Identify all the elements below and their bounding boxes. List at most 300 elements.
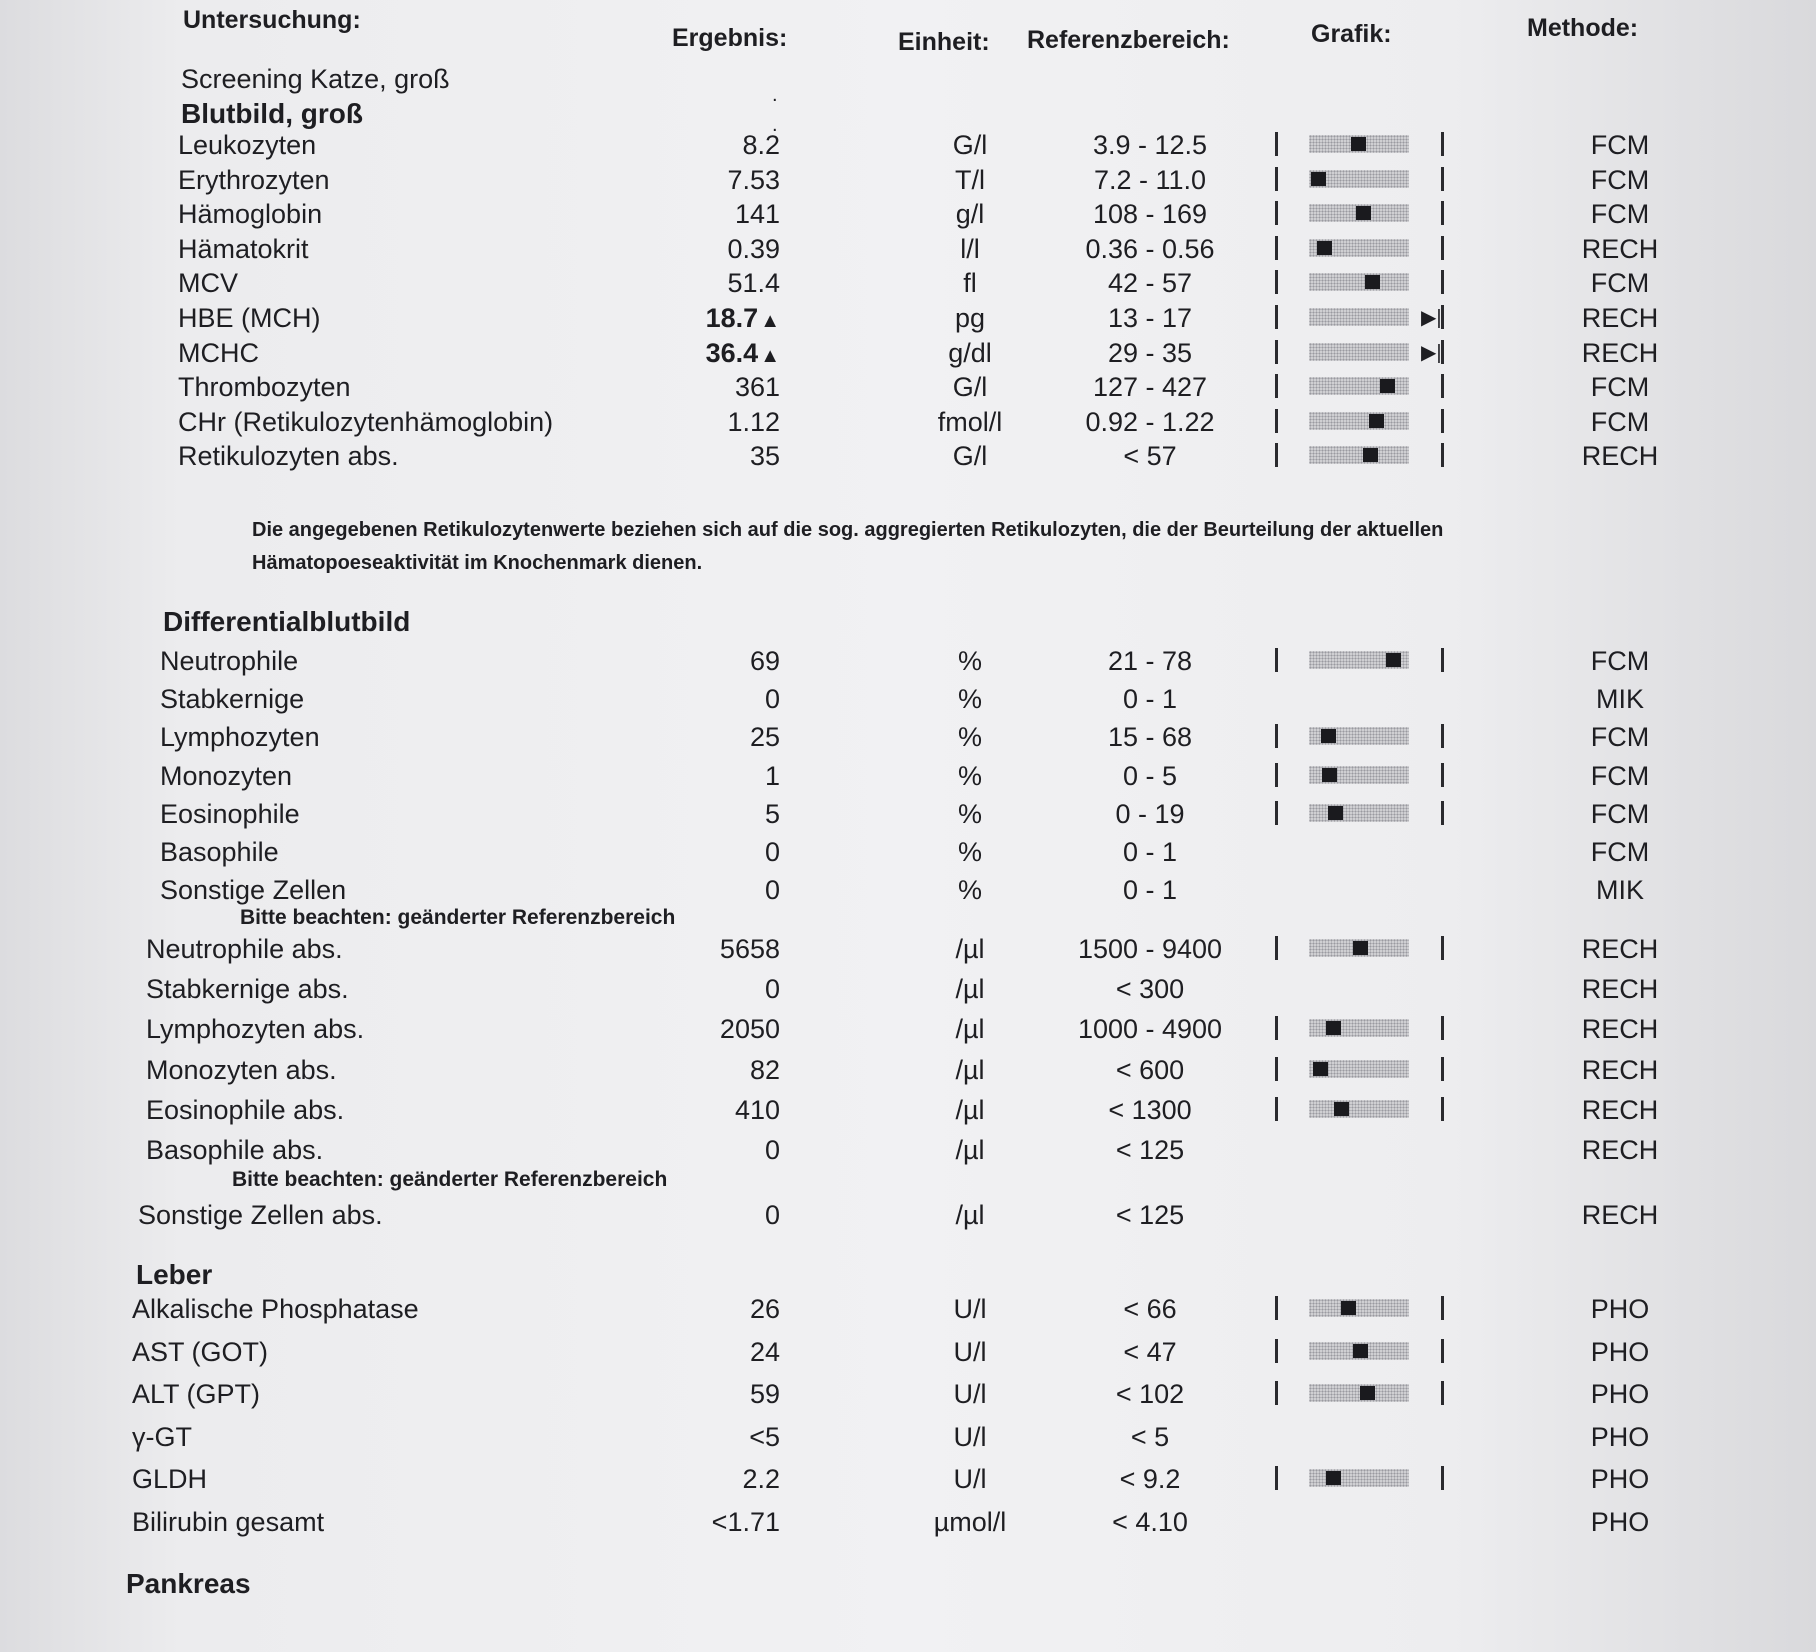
- table-row: [0, 1422, 1816, 1458]
- range-graphic: [1275, 130, 1465, 160]
- dot-mark: .: [772, 114, 778, 136]
- result-value: [620, 875, 780, 906]
- table-row: [0, 1337, 1816, 1373]
- method: RECH: [1581, 441, 1659, 472]
- header-graphic: Grafik:: [1311, 20, 1392, 48]
- table-row: [0, 1055, 1816, 1091]
- range-upper-bar: [1441, 1339, 1444, 1363]
- range-band: [1309, 804, 1409, 822]
- range-band: [1309, 446, 1409, 464]
- range-band: [1309, 273, 1409, 291]
- reference-range: 0.92 - 1.22: [1085, 406, 1215, 437]
- reference-range: 1000 - 4900: [1077, 1014, 1223, 1045]
- reference-range: 29 - 35: [1107, 337, 1193, 368]
- table-row: [0, 372, 1816, 408]
- result-value: [620, 165, 780, 196]
- range-band: [1309, 1299, 1409, 1317]
- note-line: Die angegebenen Retikulozytenwerte beziehen sich auf die sog. aggregierten Retikulozyten, die der Beurteilung der aktuellen: [252, 519, 1444, 541]
- reference-range: < 57: [1123, 441, 1177, 472]
- result-number: 82: [749, 1054, 780, 1085]
- range-graphic: [1275, 1055, 1465, 1085]
- result-number: 0: [764, 1135, 780, 1165]
- result-value: [620, 441, 780, 472]
- unit: /µl: [955, 1014, 985, 1045]
- result-marker: [1317, 241, 1332, 255]
- test-name: Alkalische Phosphatase: [132, 1294, 419, 1324]
- reference-range: 108 - 169: [1092, 199, 1208, 230]
- reference-range: 0 - 19: [1115, 798, 1185, 829]
- changed-reference-hint: Bitte beachten: geänderter Referenzbereich: [232, 1168, 668, 1191]
- result-value: [620, 684, 780, 715]
- screening-title: Screening Katze, groß: [181, 64, 450, 94]
- range-lower-bar: [1275, 936, 1278, 960]
- result-number: <5: [749, 1421, 780, 1452]
- range-lower-bar: [1275, 132, 1278, 156]
- result-value: [620, 1135, 780, 1166]
- range-band: [1309, 412, 1409, 430]
- table-row: [0, 1379, 1816, 1415]
- unit: %: [957, 646, 982, 676]
- method: PHO: [1590, 1336, 1650, 1367]
- result-value: [620, 407, 780, 438]
- range-upper-bar: [1441, 236, 1444, 260]
- result-value: [620, 1337, 780, 1368]
- reticulocyte-note: [252, 514, 1452, 580]
- reference-range: < 125: [1115, 1135, 1185, 1165]
- method: PHO: [1590, 1421, 1650, 1452]
- unit: /µl: [955, 974, 985, 1005]
- method: PHO: [1590, 1507, 1650, 1537]
- range-graphic: [1275, 934, 1465, 964]
- table-row: [0, 338, 1816, 374]
- range-graphic: [1275, 799, 1465, 829]
- result-number: 8.2: [742, 130, 780, 160]
- test-name: Lymphozyten: [160, 722, 320, 753]
- range-graphic: [1275, 303, 1465, 333]
- range-upper-bar: [1441, 270, 1444, 294]
- high-flag-icon: ▲: [760, 310, 780, 332]
- result-number: 361: [734, 372, 780, 403]
- unit: /µl: [955, 1200, 985, 1230]
- range-upper-bar: [1441, 167, 1444, 191]
- unit: /µl: [955, 1135, 985, 1165]
- result-number: 0: [764, 974, 780, 1005]
- range-lower-bar: [1275, 1016, 1278, 1040]
- range-upper-bar: [1441, 936, 1444, 960]
- reference-range: 1500 - 9400: [1077, 934, 1223, 964]
- test-name: Monozyten: [160, 760, 293, 791]
- reference-range: < 9.2: [1119, 1464, 1181, 1495]
- method: PHO: [1590, 1379, 1650, 1410]
- result-number: 35: [749, 441, 780, 472]
- range-upper-bar: [1441, 1296, 1444, 1320]
- result-value: [620, 646, 780, 677]
- range-band: [1309, 343, 1409, 361]
- range-graphic: [1275, 407, 1465, 437]
- result-marker: [1360, 1386, 1375, 1400]
- method: RECH: [1581, 974, 1659, 1005]
- test-name: Erythrozyten: [178, 164, 330, 195]
- test-name: Eosinophile: [160, 798, 300, 829]
- method: RECH: [1581, 303, 1659, 333]
- method: FCM: [1590, 722, 1650, 753]
- range-lower-bar: [1275, 648, 1278, 672]
- reference-range: < 1300: [1108, 1094, 1192, 1125]
- unit: %: [957, 760, 982, 791]
- unit: /µl: [955, 934, 985, 964]
- unit: %: [957, 798, 982, 829]
- result-number: 1.12: [727, 406, 780, 437]
- reference-range: 0 - 1: [1122, 875, 1178, 906]
- reference-range: 15 - 68: [1107, 722, 1193, 753]
- method: RECH: [1581, 1200, 1659, 1230]
- range-graphic: [1275, 1379, 1465, 1409]
- section-leber: Leber: [136, 1259, 213, 1290]
- result-number: 69: [749, 646, 780, 676]
- reference-range: 3.9 - 12.5: [1092, 130, 1208, 160]
- result-marker: [1356, 206, 1371, 220]
- range-band: [1309, 308, 1409, 326]
- result-number: 2050: [719, 1014, 780, 1045]
- range-lower-bar: [1275, 201, 1278, 225]
- unit: g/l: [955, 199, 985, 230]
- range-lower-bar: [1275, 1296, 1278, 1320]
- result-number: 410: [734, 1094, 780, 1125]
- table-row: [0, 234, 1816, 270]
- unit: %: [957, 684, 982, 715]
- result-marker: [1311, 172, 1326, 186]
- result-marker: [1341, 1301, 1356, 1315]
- range-upper-bar: [1441, 1466, 1444, 1490]
- high-flag-icon: ▲: [760, 344, 780, 367]
- test-name: Lymphozyten abs.: [146, 1014, 365, 1045]
- range-band: [1309, 1469, 1409, 1487]
- table-row: [0, 199, 1816, 235]
- range-graphic: [1275, 165, 1465, 195]
- table-row: [0, 407, 1816, 443]
- table-row: [0, 974, 1816, 1010]
- test-name: Neutrophile abs.: [146, 934, 343, 964]
- range-graphic: [1275, 199, 1465, 229]
- result-value: [620, 303, 780, 334]
- range-upper-bar: [1441, 1057, 1444, 1081]
- result-value: [620, 1095, 780, 1126]
- header-reference: Referenzbereich:: [1027, 26, 1230, 54]
- range-upper-bar: [1441, 443, 1444, 467]
- range-lower-bar: [1275, 1466, 1278, 1490]
- result-value: [620, 799, 780, 830]
- range-lower-bar: [1275, 443, 1278, 467]
- method: FCM: [1590, 406, 1650, 437]
- table-row: [0, 837, 1816, 873]
- method: RECH: [1581, 233, 1659, 264]
- result-value: [620, 199, 780, 230]
- range-upper-bar: [1441, 801, 1444, 825]
- test-name: Stabkernige abs.: [146, 974, 349, 1005]
- unit: U/l: [953, 1421, 987, 1452]
- method: RECH: [1581, 934, 1659, 964]
- range-lower-bar: [1275, 763, 1278, 787]
- method: FCM: [1590, 130, 1650, 160]
- result-number: 51.4: [727, 268, 780, 299]
- range-graphic: [1275, 646, 1465, 676]
- method: MIK: [1595, 875, 1644, 906]
- result-value: [620, 722, 780, 753]
- dot-mark: .: [772, 84, 778, 106]
- result-number: 0: [764, 837, 780, 867]
- range-lower-bar: [1275, 1381, 1278, 1405]
- header-result: Ergebnis:: [672, 24, 788, 52]
- range-lower-bar: [1275, 1339, 1278, 1363]
- test-name: Stabkernige: [160, 684, 305, 715]
- reference-range: 7.2 - 11.0: [1093, 164, 1207, 195]
- reference-range: < 125: [1115, 1200, 1185, 1230]
- result-number: <1.71: [711, 1507, 780, 1537]
- result-marker: [1313, 1062, 1328, 1076]
- range-lower-bar: [1275, 724, 1278, 748]
- reference-range: < 66: [1123, 1294, 1177, 1324]
- table-row: [0, 934, 1816, 970]
- table-row: [0, 130, 1816, 166]
- range-upper-bar: [1441, 724, 1444, 748]
- test-name: CHr (Retikulozytenhämoglobin): [178, 406, 554, 437]
- table-row: [0, 1507, 1816, 1543]
- unit: g/dl: [948, 337, 992, 368]
- method: FCM: [1590, 164, 1650, 195]
- method: RECH: [1581, 1135, 1659, 1165]
- unit: /µl: [955, 1094, 985, 1125]
- reference-range: < 4.10: [1112, 1507, 1188, 1537]
- result-marker: [1326, 1471, 1341, 1485]
- section-differential: Differentialblutbild: [163, 606, 411, 637]
- result-number: 5: [764, 798, 780, 829]
- result-marker: [1365, 275, 1380, 289]
- result-value: [620, 761, 780, 792]
- range-upper-bar: [1441, 374, 1444, 398]
- method: RECH: [1581, 1094, 1659, 1125]
- result-marker: [1322, 768, 1337, 782]
- result-value: [620, 934, 780, 965]
- test-name: HBE (MCH): [178, 303, 321, 333]
- result-number: 25: [749, 722, 780, 753]
- result-marker: [1353, 1344, 1368, 1358]
- range-graphic: [1275, 761, 1465, 791]
- above-range-icon: ▶|: [1421, 341, 1442, 364]
- test-name: MCV: [178, 268, 238, 299]
- test-name: Hämoglobin: [178, 199, 323, 230]
- result-number: 7.53: [727, 164, 780, 195]
- method: FCM: [1590, 798, 1650, 829]
- result-value: [620, 837, 780, 868]
- table-row: [0, 441, 1816, 477]
- range-graphic: [1275, 1294, 1465, 1324]
- range-lower-bar: [1275, 270, 1278, 294]
- range-lower-bar: [1275, 167, 1278, 191]
- test-name: Leukozyten: [178, 130, 317, 160]
- reference-range: 127 - 427: [1092, 372, 1208, 403]
- result-value: [620, 1200, 780, 1231]
- unit: G/l: [952, 130, 988, 160]
- range-band: [1309, 1019, 1409, 1037]
- unit: µmol/l: [933, 1507, 1007, 1537]
- table-row: [0, 799, 1816, 835]
- result-marker: [1386, 653, 1401, 667]
- result-number: 0: [764, 1200, 780, 1230]
- test-name: γ-GT: [132, 1421, 192, 1452]
- header-test: Untersuchung:: [183, 6, 361, 34]
- result-number: 36.4: [705, 337, 759, 368]
- table-row: [0, 303, 1816, 339]
- header-method: Methode:: [1527, 14, 1639, 42]
- result-value: [620, 1014, 780, 1045]
- method: RECH: [1581, 337, 1659, 368]
- method: RECH: [1581, 1014, 1659, 1045]
- reference-range: 21 - 78: [1107, 646, 1193, 676]
- result-number: 5658: [719, 934, 780, 964]
- test-name: Bilirubin gesamt: [132, 1507, 325, 1537]
- test-name: ALT (GPT): [132, 1379, 261, 1410]
- table-row: [0, 1014, 1816, 1050]
- range-upper-bar: [1441, 1381, 1444, 1405]
- unit: l/l: [960, 233, 980, 264]
- table-row: [0, 165, 1816, 201]
- range-lower-bar: [1275, 801, 1278, 825]
- range-upper-bar: [1441, 409, 1444, 433]
- section-blutbild: Blutbild, groß: [181, 98, 363, 129]
- range-upper-bar: [1441, 648, 1444, 672]
- reference-range: < 300: [1115, 974, 1185, 1005]
- result-marker: [1363, 448, 1378, 462]
- unit: fmol/l: [937, 406, 1003, 437]
- result-value: [620, 268, 780, 299]
- test-name: MCHC: [178, 337, 259, 368]
- table-row: [0, 1294, 1816, 1330]
- range-band: [1309, 1384, 1409, 1402]
- range-band: [1309, 1100, 1409, 1118]
- reference-range: < 600: [1115, 1054, 1185, 1085]
- table-row: [0, 268, 1816, 304]
- unit: U/l: [953, 1294, 987, 1324]
- result-marker: [1351, 137, 1366, 151]
- method: RECH: [1581, 1054, 1659, 1085]
- method: FCM: [1590, 760, 1650, 791]
- test-name: Thrombozyten: [178, 372, 351, 403]
- unit: U/l: [953, 1336, 987, 1367]
- method: FCM: [1590, 268, 1650, 299]
- reference-range: 0.36 - 0.56: [1085, 233, 1215, 264]
- test-name: Basophile: [160, 837, 279, 867]
- result-value: [620, 1055, 780, 1086]
- table-row: [0, 1464, 1816, 1500]
- method: FCM: [1590, 837, 1650, 867]
- result-marker: [1380, 379, 1395, 393]
- result-value: [620, 1507, 780, 1538]
- reference-range: 13 - 17: [1107, 303, 1193, 333]
- table-row: [0, 646, 1816, 682]
- range-graphic: [1275, 372, 1465, 402]
- range-lower-bar: [1275, 305, 1278, 329]
- range-upper-bar: [1441, 1097, 1444, 1121]
- result-value: [620, 1464, 780, 1495]
- test-name: Sonstige Zellen abs.: [138, 1200, 383, 1230]
- result-number: 59: [749, 1379, 780, 1410]
- range-graphic: [1275, 1014, 1465, 1044]
- result-number: 0: [764, 684, 780, 715]
- range-lower-bar: [1275, 374, 1278, 398]
- range-lower-bar: [1275, 236, 1278, 260]
- result-number: 26: [749, 1294, 780, 1324]
- section-pankreas: Pankreas: [126, 1568, 251, 1599]
- range-upper-bar: [1441, 763, 1444, 787]
- method: FCM: [1590, 199, 1650, 230]
- unit: /µl: [955, 1054, 985, 1085]
- range-graphic: [1275, 268, 1465, 298]
- changed-reference-hint: Bitte beachten: geänderter Referenzbereich: [240, 906, 676, 929]
- test-name: Retikulozyten abs.: [178, 441, 399, 472]
- result-number: 141: [734, 199, 780, 230]
- range-graphic: [1275, 338, 1465, 368]
- unit: %: [957, 875, 982, 906]
- result-number: 1: [764, 760, 780, 791]
- test-name: Sonstige Zellen: [160, 875, 347, 906]
- unit: %: [957, 837, 982, 867]
- range-upper-bar: [1441, 1016, 1444, 1040]
- range-graphic: [1275, 722, 1465, 752]
- range-graphic: [1275, 234, 1465, 264]
- result-value: [620, 130, 780, 161]
- method: PHO: [1590, 1464, 1650, 1495]
- reference-range: < 5: [1130, 1421, 1170, 1452]
- method: PHO: [1590, 1294, 1650, 1324]
- result-marker: [1328, 806, 1343, 820]
- range-upper-bar: [1441, 132, 1444, 156]
- table-row: [0, 684, 1816, 720]
- result-number: 2.2: [742, 1464, 780, 1495]
- test-name: GLDH: [132, 1464, 208, 1495]
- table-row: [0, 722, 1816, 758]
- result-number: 0.39: [727, 233, 780, 264]
- result-marker: [1334, 1102, 1349, 1116]
- above-range-icon: ▶|: [1421, 307, 1442, 329]
- result-marker: [1326, 1021, 1341, 1035]
- unit: fl: [963, 268, 977, 299]
- result-marker: [1321, 729, 1336, 743]
- range-graphic: [1275, 441, 1465, 471]
- test-name: Monozyten abs.: [146, 1054, 337, 1085]
- reference-range: 0 - 1: [1122, 684, 1178, 715]
- result-number: 0: [764, 875, 780, 906]
- test-name: Eosinophile abs.: [146, 1094, 345, 1125]
- result-number: 18.7: [705, 303, 759, 333]
- result-marker: [1369, 414, 1384, 428]
- result-value: [620, 1379, 780, 1410]
- result-value: [620, 1294, 780, 1325]
- result-value: [620, 234, 780, 265]
- reference-range: < 102: [1115, 1379, 1185, 1410]
- range-lower-bar: [1275, 340, 1278, 364]
- test-name: Basophile abs.: [146, 1135, 324, 1165]
- range-upper-bar: [1441, 201, 1444, 225]
- test-name: AST (GOT): [132, 1336, 269, 1367]
- method: FCM: [1590, 646, 1650, 676]
- test-name: Neutrophile: [160, 646, 299, 676]
- reference-range: < 47: [1123, 1336, 1177, 1367]
- range-lower-bar: [1275, 409, 1278, 433]
- table-row: [0, 1135, 1816, 1171]
- unit: G/l: [952, 372, 988, 403]
- reference-range: 42 - 57: [1107, 268, 1193, 299]
- result-value: [620, 974, 780, 1005]
